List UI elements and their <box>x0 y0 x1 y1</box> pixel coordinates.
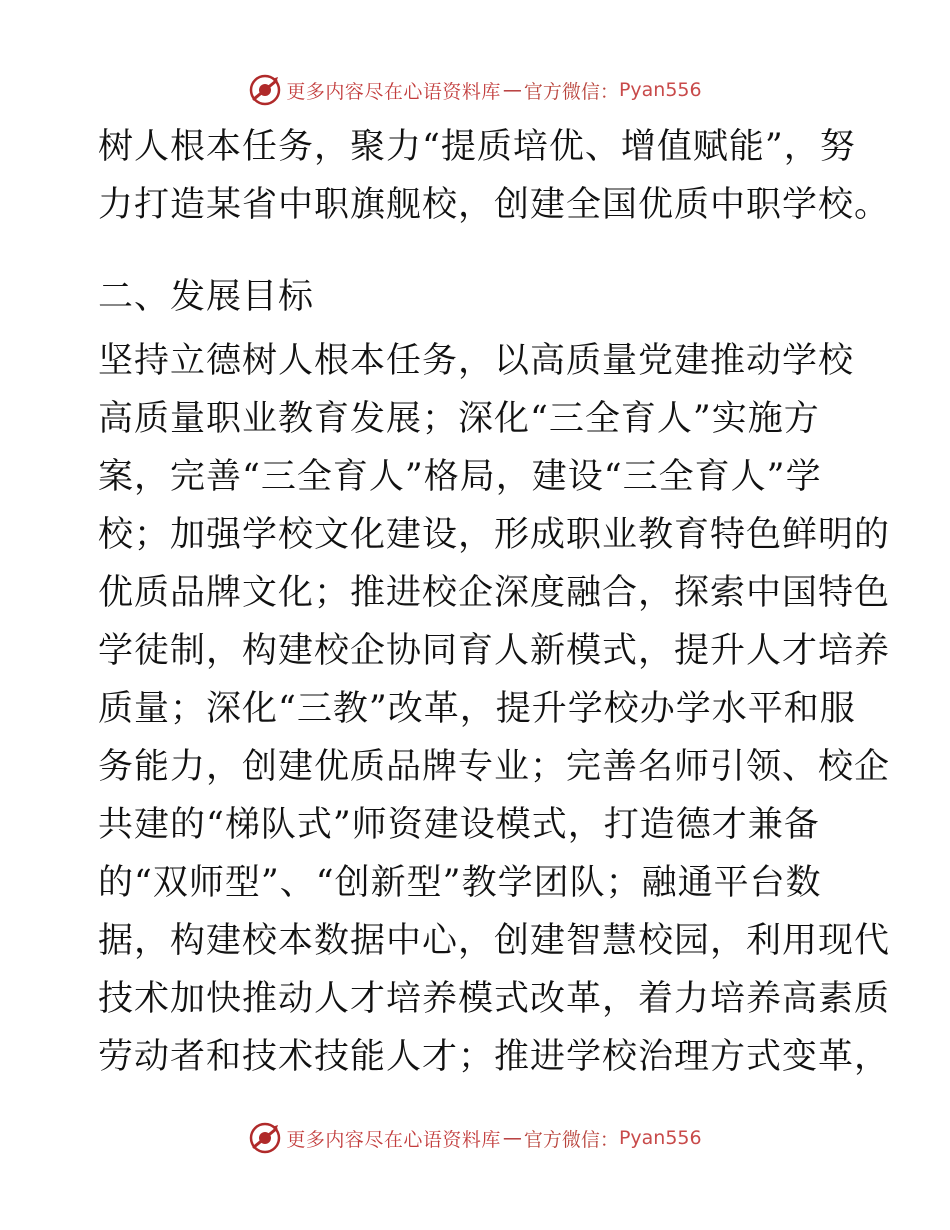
text-line: 高质量职业教育发展；深化“三全育人”实施方 <box>98 399 820 439</box>
text-line: 学徒制，构建校企协同育人新模式，提升人才培养 <box>98 631 891 671</box>
banner-wechat-id: Pyan556 <box>618 1127 702 1149</box>
text-line: 共建的“梯队式”师资建设模式，打造德才兼备 <box>98 805 820 845</box>
seal-logo-icon <box>248 1121 282 1155</box>
text-line: 技术加快推动人才培养模式改革，着力培养高素质 <box>98 979 891 1019</box>
header-watermark-banner <box>0 70 950 110</box>
banner-main-text: 更多内容尽在心语资料库 <box>286 1128 501 1151</box>
banner-main-text: 更多内容尽在心语资料库 <box>286 80 501 103</box>
banner-sub-text: 官方微信： <box>523 1128 619 1151</box>
seal-logo-icon <box>248 73 282 107</box>
text-line: 优质品牌文化；推进校企深度融合，探索中国特色 <box>98 573 891 613</box>
banner-dash: — <box>502 79 522 101</box>
footer-watermark-banner <box>0 1118 950 1158</box>
text-line: 据，构建校本数据中心，创建智慧校园，利用现代 <box>98 921 891 961</box>
text-line: 劳动者和技术技能人才；推进学校治理方式变革， <box>98 1037 891 1077</box>
text-line: 案，完善“三全育人”格局，建设“三全育人”学 <box>98 457 822 497</box>
text-line: 坚持立德树人根本任务，以高质量党建推动学校 <box>98 341 855 381</box>
section-heading: 二、发展目标 <box>98 277 315 317</box>
text-line: 树人根本任务，聚力“提质培优、增值赋能”，努 <box>98 127 856 167</box>
text-line: 务能力，创建优质品牌专业；完善名师引领、校企 <box>98 747 891 787</box>
banner-dash: — <box>502 1127 522 1149</box>
banner-wechat-id: Pyan556 <box>618 79 702 101</box>
text-line: 力打造某省中职旗舰校，创建全国优质中职学校。 <box>98 185 891 225</box>
text-line: 的“双师型”、“创新型”教学团队；融通平台数 <box>98 863 822 903</box>
text-line: 质量；深化“三教”改革，提升学校办学水平和服 <box>98 689 856 729</box>
document-body <box>98 118 891 1086</box>
text-line: 校；加强学校文化建设，形成职业教育特色鲜明的 <box>98 515 891 555</box>
banner-sub-text: 官方微信： <box>523 80 619 103</box>
